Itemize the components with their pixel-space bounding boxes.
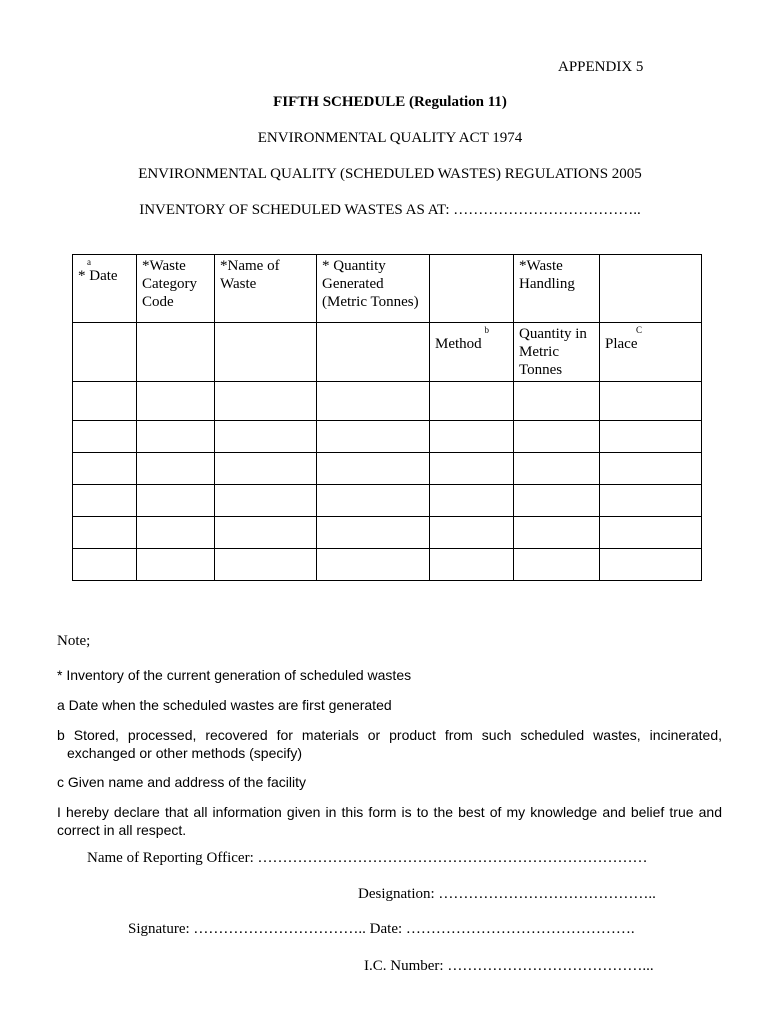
table-cell[interactable]: [73, 549, 137, 581]
table-cell[interactable]: [430, 382, 514, 421]
table-row: [73, 453, 702, 485]
header-line: Code: [142, 294, 174, 310]
header-blank: [430, 255, 514, 323]
date-field[interactable]: Date: ……………………………………….: [369, 921, 635, 937]
table-cell[interactable]: [514, 382, 600, 421]
reporting-officer-field[interactable]: Name of Reporting Officer: ……………………………………………………………………: [87, 850, 648, 866]
table-cell[interactable]: [215, 453, 317, 485]
header-line: Generated: [322, 276, 384, 292]
appendix-label: APPENDIX 5: [558, 59, 644, 75]
note-label: Note;: [57, 633, 91, 649]
table-cell[interactable]: [430, 453, 514, 485]
subheader-method-label: Method: [435, 336, 482, 352]
table-cell[interactable]: [430, 549, 514, 581]
table-cell[interactable]: [600, 453, 702, 485]
table-header-row: [73, 255, 702, 323]
footnote-mark-b: b: [484, 325, 489, 335]
table-cell[interactable]: [137, 549, 215, 581]
header-line: *Waste: [142, 258, 186, 274]
header-waste-name: [215, 255, 317, 323]
note-b-line-2: exchanged or other methods (specify): [67, 745, 303, 761]
table-cell[interactable]: [317, 453, 430, 485]
table-cell[interactable]: [514, 549, 600, 581]
ic-number-field[interactable]: I.C. Number: …………………………………...: [364, 958, 654, 974]
header-line: Handling: [519, 276, 575, 292]
table-row: [73, 485, 702, 517]
footnote-mark-c: C: [636, 325, 643, 335]
table-cell[interactable]: [514, 517, 600, 549]
table-cell[interactable]: [514, 453, 600, 485]
table-cell[interactable]: [600, 485, 702, 517]
header-waste-handling: [514, 255, 600, 323]
note-asterisk: * Inventory of the current generation of scheduled wastes: [57, 667, 412, 683]
signature-field[interactable]: Signature: ……………………………..: [128, 921, 370, 937]
header-quantity: [317, 255, 430, 323]
header-line: Tonnes: [519, 362, 563, 378]
subheader-method: [430, 323, 514, 382]
header-blank: [600, 255, 702, 323]
table-cell[interactable]: [600, 549, 702, 581]
header-line: *Waste: [519, 258, 563, 274]
table-cell[interactable]: [215, 421, 317, 453]
table-cell: [317, 323, 430, 382]
table-cell[interactable]: [137, 453, 215, 485]
note-b-line-1: b Stored, processed, recovered for materials or product from such scheduled wastes, incinerated,: [57, 727, 722, 743]
table-cell[interactable]: [430, 485, 514, 517]
table-cell: [73, 323, 137, 382]
header-line: Quantity in: [519, 326, 587, 342]
table-row: [73, 517, 702, 549]
inventory-title: INVENTORY OF SCHEDULED WASTES AS AT: ………………………………..: [139, 202, 641, 218]
header-line: *Name of: [220, 258, 280, 274]
table-cell[interactable]: [514, 485, 600, 517]
table-row: [73, 421, 702, 453]
table-cell[interactable]: [73, 421, 137, 453]
table-row: [73, 382, 702, 421]
table-cell[interactable]: [73, 485, 137, 517]
note-b: [57, 726, 722, 762]
table-cell[interactable]: [514, 421, 600, 453]
header-line: Metric: [519, 344, 559, 360]
header-line: Category: [142, 276, 197, 292]
header-waste-category: [137, 255, 215, 323]
table-cell[interactable]: [317, 517, 430, 549]
table-cell[interactable]: [600, 517, 702, 549]
table-cell[interactable]: [137, 485, 215, 517]
table-cell[interactable]: [73, 382, 137, 421]
act-title: ENVIRONMENTAL QUALITY ACT 1974: [257, 130, 523, 146]
waste-inventory-table: [72, 254, 702, 581]
table-subheader-row: [73, 323, 702, 382]
table-row: [73, 549, 702, 581]
table-cell[interactable]: [317, 421, 430, 453]
table-cell[interactable]: [600, 421, 702, 453]
table-cell[interactable]: [215, 382, 317, 421]
table-cell[interactable]: [600, 382, 702, 421]
signature-date-line: [128, 921, 635, 938]
header-line: Waste: [220, 276, 257, 292]
table-cell[interactable]: [215, 517, 317, 549]
header-date: [73, 255, 137, 323]
table-cell[interactable]: [430, 517, 514, 549]
table-cell[interactable]: [430, 421, 514, 453]
declaration-text: I hereby declare that all information given in this form is to the best of my knowledge and belief true and correct in all respect.: [57, 804, 722, 838]
table-cell[interactable]: [73, 453, 137, 485]
table-cell[interactable]: [317, 485, 430, 517]
table-cell[interactable]: [137, 517, 215, 549]
subheader-place: [600, 323, 702, 382]
subheader-place-label: Place: [605, 336, 638, 352]
table-cell[interactable]: [317, 382, 430, 421]
table-cell[interactable]: [137, 421, 215, 453]
regulations-title: ENVIRONMENTAL QUALITY (SCHEDULED WASTES) REGULATIONS 2005: [138, 166, 642, 182]
header-line: (Metric Tonnes): [322, 294, 419, 310]
subheader-quantity: [514, 323, 600, 382]
table-cell: [137, 323, 215, 382]
footnote-mark-a: a: [87, 257, 91, 267]
table-cell: [215, 323, 317, 382]
header-line: * Quantity: [322, 258, 386, 274]
note-c: c Given name and address of the facility: [57, 774, 307, 790]
table-cell[interactable]: [215, 549, 317, 581]
header-date-label: * Date: [78, 268, 118, 284]
table-cell[interactable]: [73, 517, 137, 549]
table-cell[interactable]: [317, 549, 430, 581]
note-a: a Date when the scheduled wastes are first generated: [57, 697, 392, 713]
table-cell[interactable]: [137, 382, 215, 421]
table-cell[interactable]: [215, 485, 317, 517]
designation-field[interactable]: Designation: ……………………………………..: [358, 886, 656, 902]
schedule-title: FIFTH SCHEDULE (Regulation 11): [273, 94, 507, 110]
